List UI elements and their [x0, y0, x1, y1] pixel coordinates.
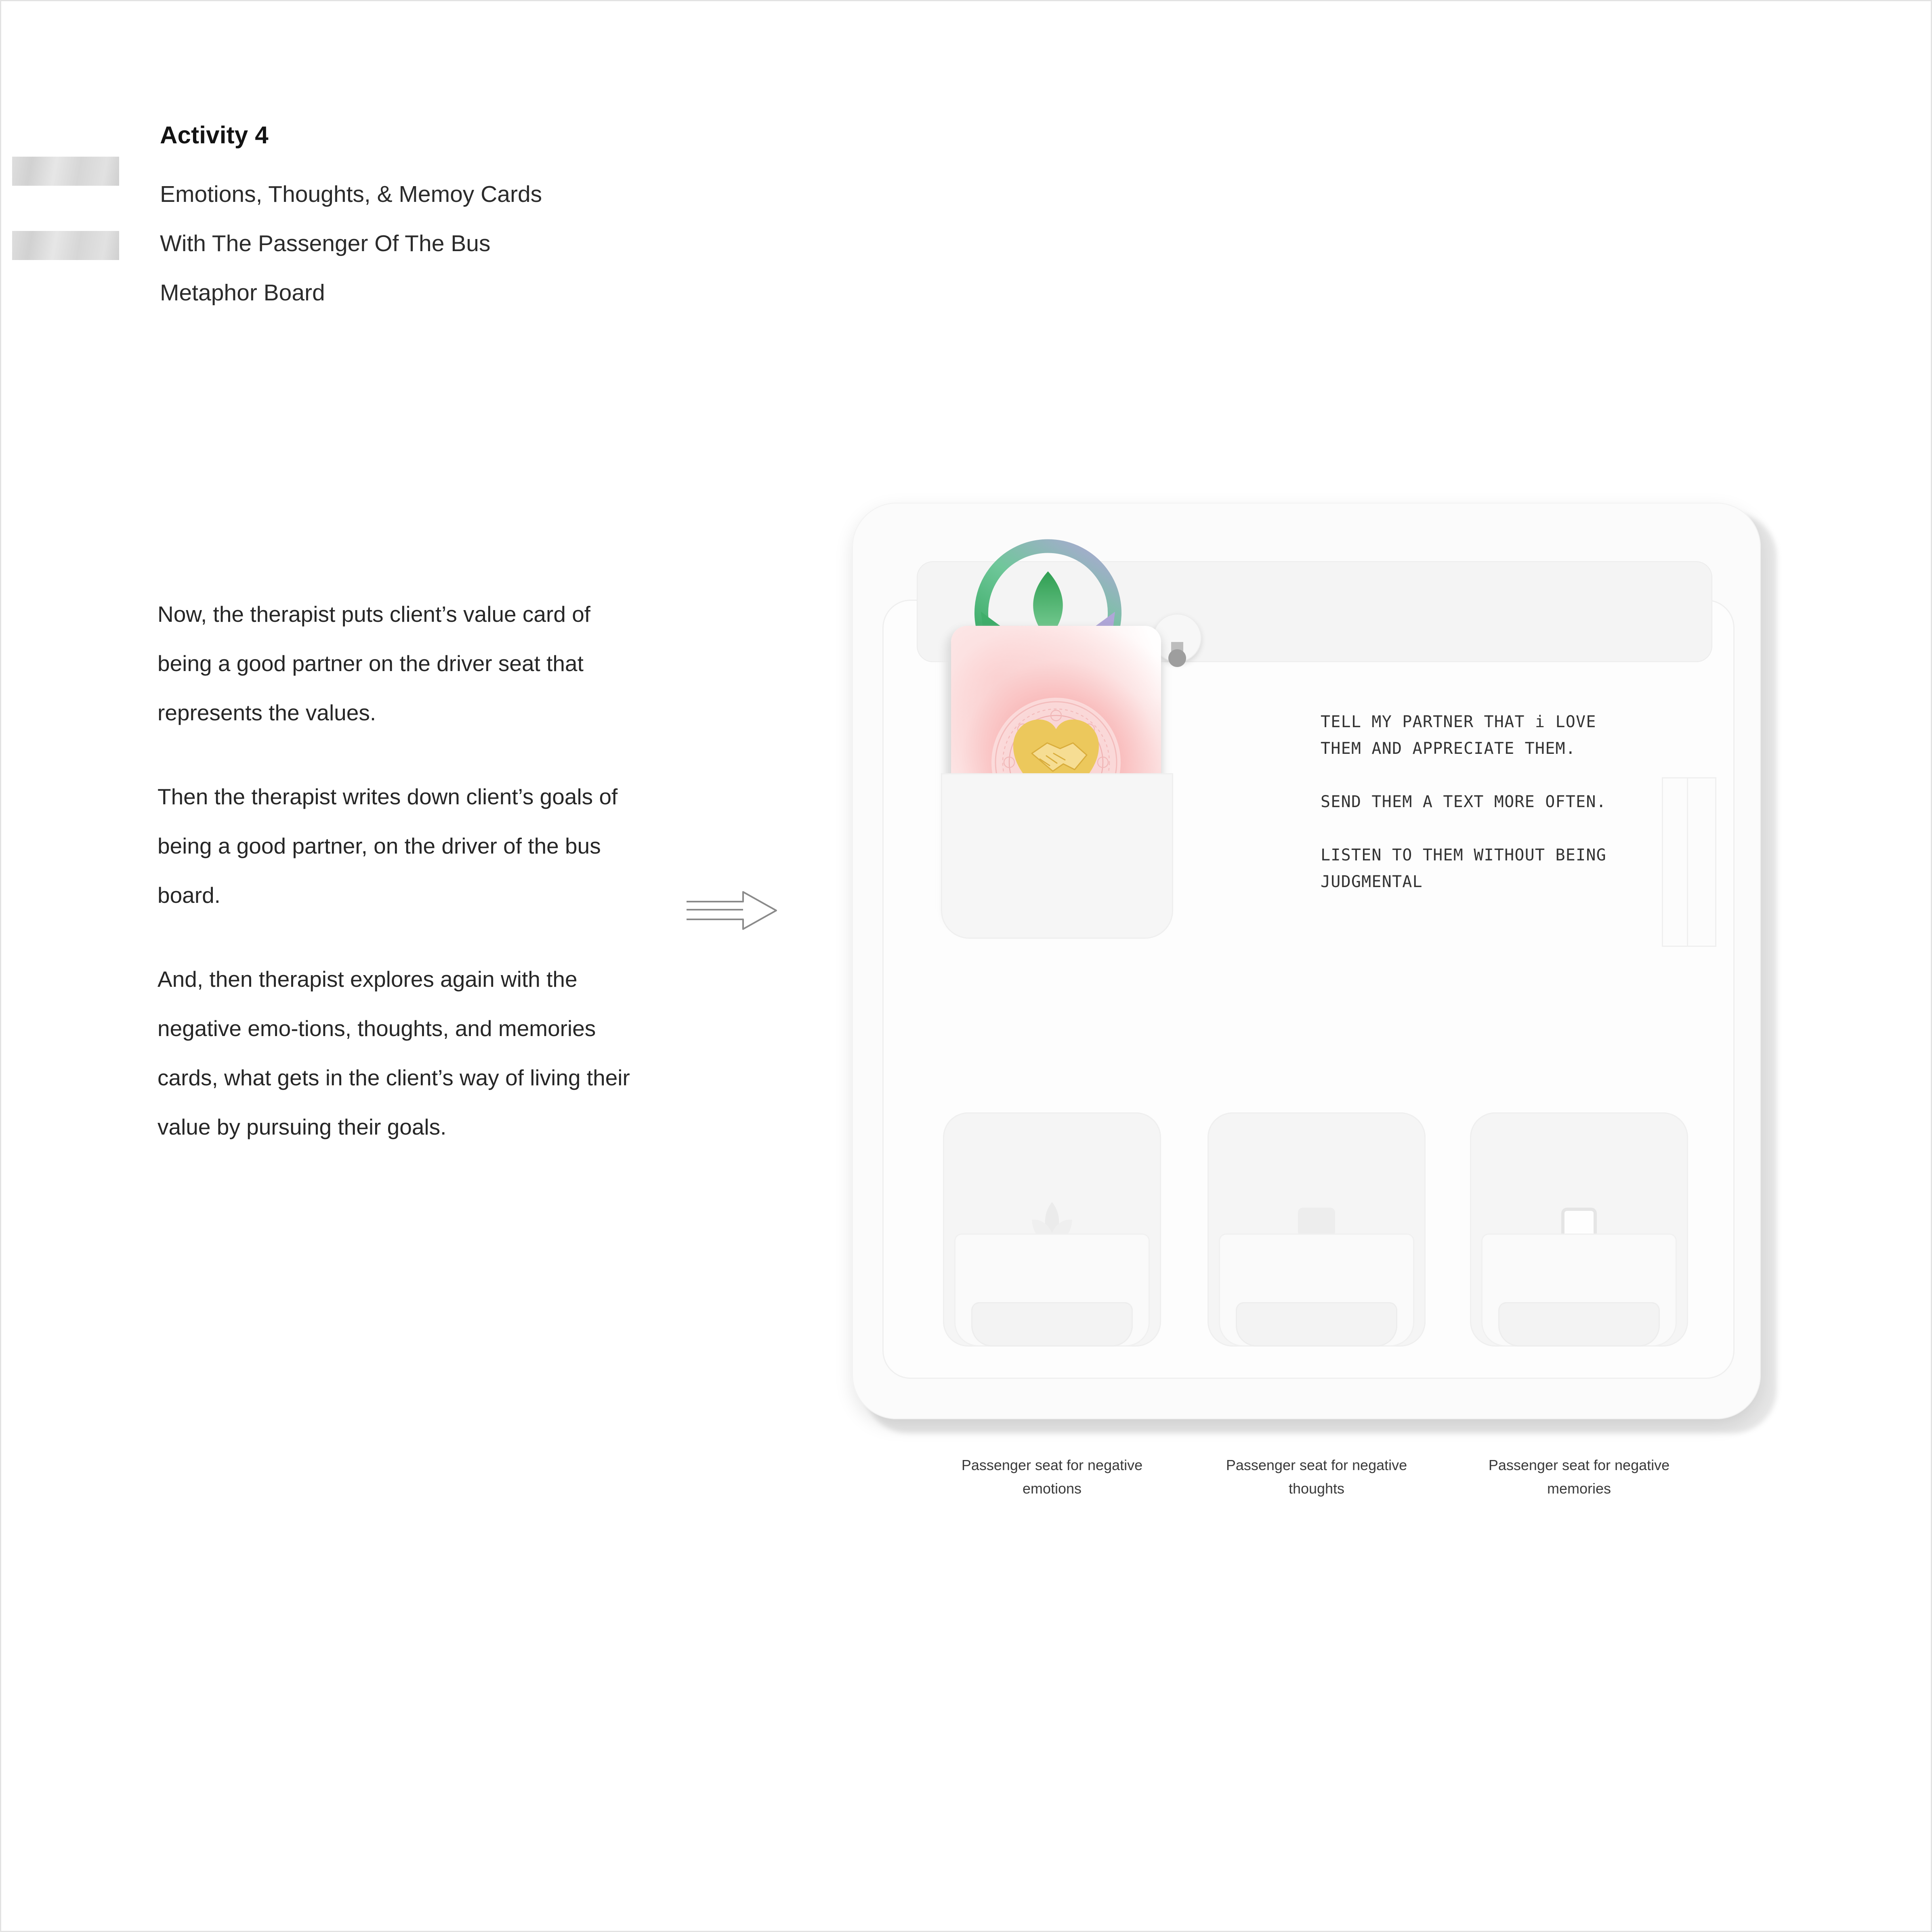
seat-caption-memories: Passenger seat for negative memories [1488, 1457, 1670, 1497]
activity-subtitle-line-2: With The Passenger Of The Bus [160, 231, 491, 256]
passenger-seat-thoughts[interactable] [1208, 1112, 1426, 1347]
driver-seat-pocket[interactable] [941, 773, 1173, 939]
mirror-knob-icon [1168, 649, 1186, 667]
instruction-paragraph-3: And, then therapist explores again with the negative emo-tions, thoughts, and memories cards, what gets in the client’s way of living their value by pursuing their goals. [158, 967, 630, 1139]
instruction-text [158, 589, 634, 1186]
seat-caption-emotions: Passenger seat for negative emotions [961, 1457, 1143, 1497]
goals-list [1321, 709, 1628, 922]
goal-item: LISTEN TO THEM WITHOUT BEING JUDGMENTAL [1321, 846, 1606, 891]
goal-item: SEND THEM A TEXT MORE OFTEN. [1321, 793, 1606, 811]
goal-item: TELL MY PARTNER THAT i LOVE THEM AND APPRECIATE THEM. [1321, 713, 1596, 758]
instruction-paragraph-1: Now, the therapist puts client’s value card of being a good partner on the driver seat that represents the values. [158, 602, 591, 725]
seat-caption-thoughts: Passenger seat for negative thoughts [1226, 1457, 1407, 1497]
activity-subtitle-line-3: Metaphor Board [160, 280, 325, 306]
tape-strip-top [12, 157, 119, 186]
right-arrow-icon [682, 886, 779, 935]
passenger-seat-memories[interactable] [1470, 1112, 1688, 1347]
seat-card-pocket[interactable] [1498, 1302, 1660, 1347]
seat-card-pocket[interactable] [1236, 1302, 1397, 1347]
board-side-door-panel [1662, 777, 1716, 947]
instruction-paragraph-2: Then the therapist writes down client’s goals of being a good partner, on the driver of the bus board. [158, 784, 618, 908]
activity-subtitle-line-1: Emotions, Thoughts, & Memoy Cards [160, 181, 542, 207]
seat-card-pocket[interactable] [971, 1302, 1133, 1347]
activity-title: Activity 4 [160, 122, 269, 149]
tape-strip-bottom [12, 231, 119, 260]
passenger-seat-emotions[interactable] [943, 1112, 1161, 1347]
activity-subtitle [160, 170, 542, 317]
